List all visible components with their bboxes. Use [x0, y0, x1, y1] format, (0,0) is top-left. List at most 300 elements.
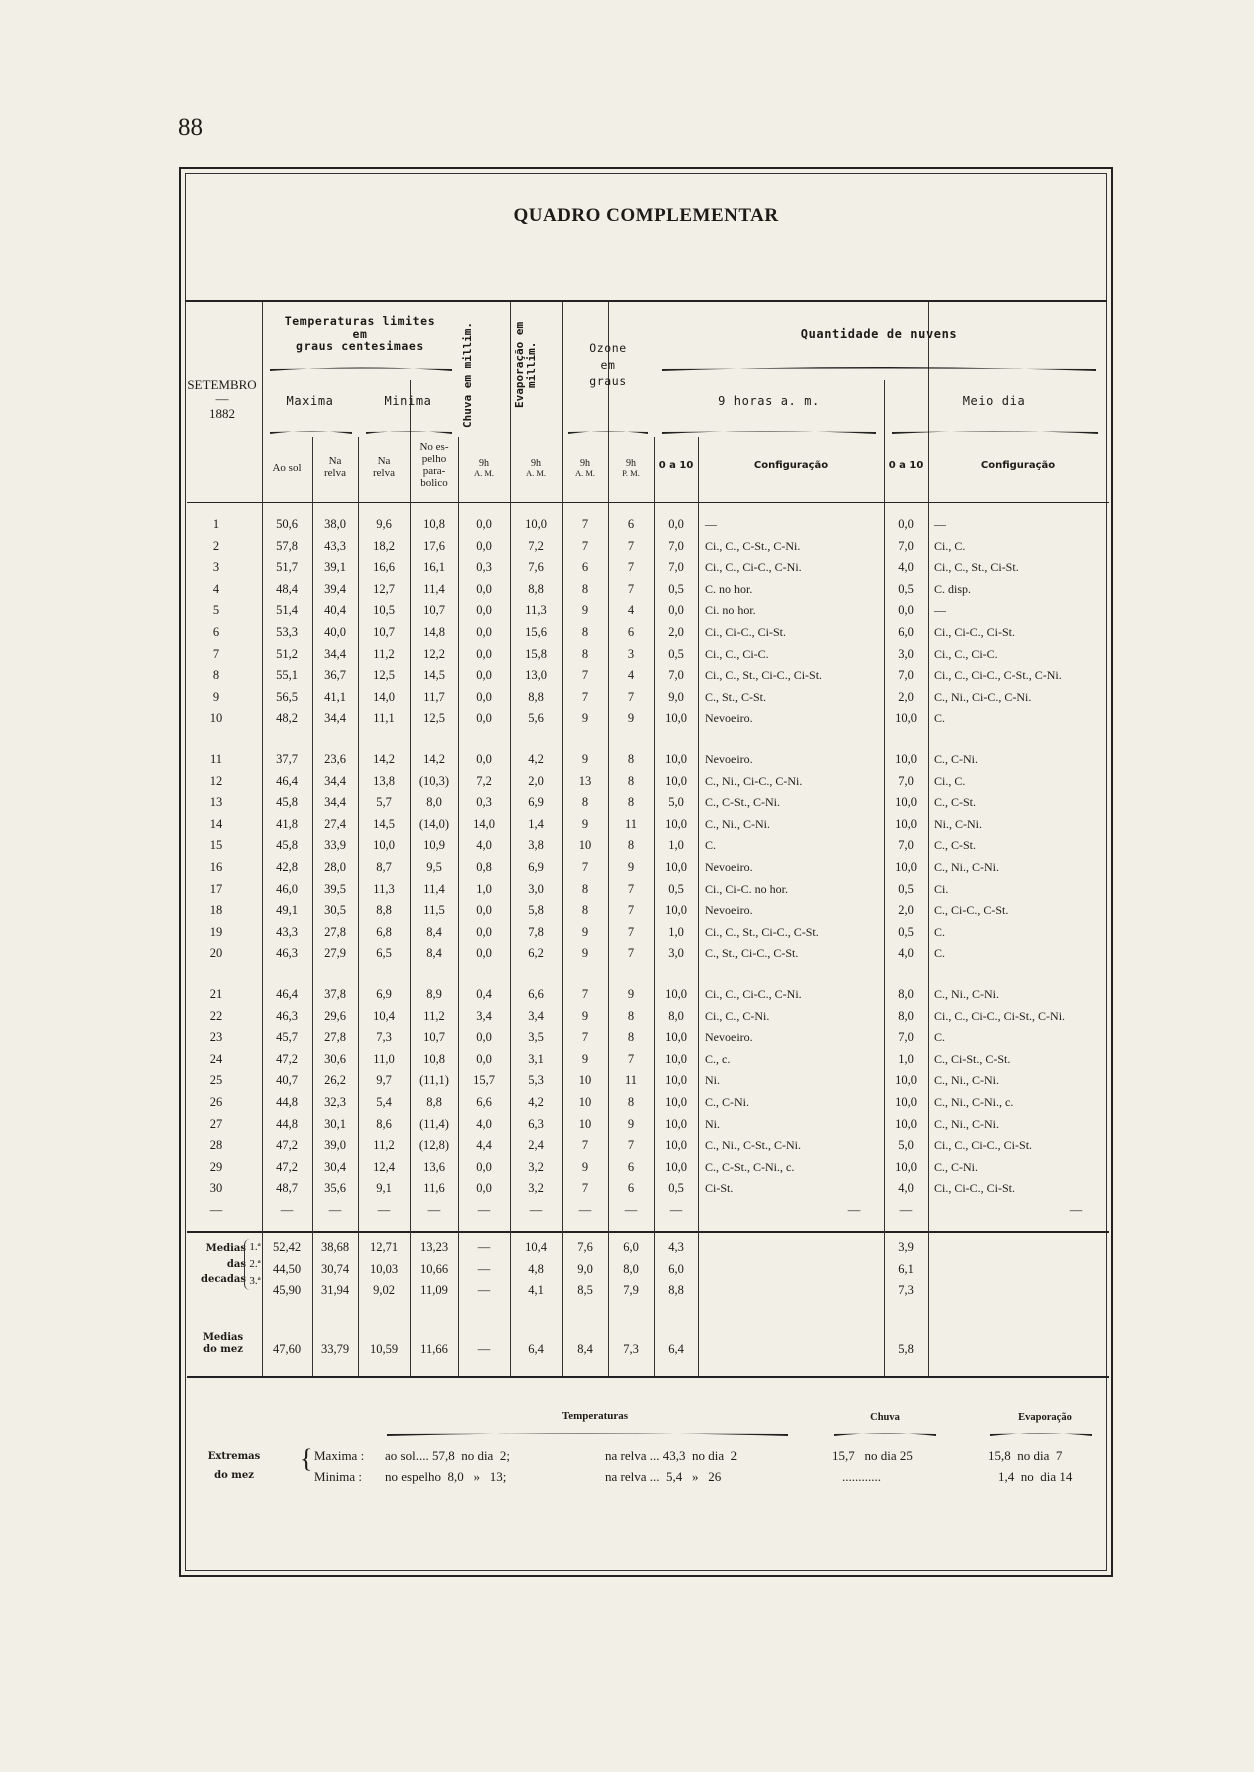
ao-sol-cell: 50,6 — [276, 517, 298, 531]
config-md-cell: C., C-Ni. — [934, 752, 979, 766]
relva-max-cell: 23,6 — [324, 752, 346, 766]
month-avg-espelho-cell: 11,66 — [420, 1342, 448, 1356]
extremes-label — [200, 1447, 268, 1485]
day-cell: 26 — [209, 1095, 223, 1109]
relva-max-cell: 30,4 — [324, 1159, 346, 1174]
dash-cell: — — [280, 1203, 294, 1217]
decade-avg-nuvens-am-cell: 8,8 — [668, 1283, 684, 1297]
decade-marks — [244, 1239, 265, 1290]
nuvens-am-cell: 10,0 — [665, 752, 687, 766]
ozone-pm-cell: 7 — [627, 881, 635, 896]
day-cell: 19 — [209, 924, 223, 939]
day-cell: 28 — [209, 1138, 223, 1153]
nuvens-md-cell: 10,0 — [895, 860, 917, 874]
relva-max-cell: 27,8 — [324, 1030, 346, 1045]
day-cell: 20 — [209, 946, 223, 961]
dash-cell: — — [209, 1203, 223, 1217]
decade-avg-ozone-pm-cell: 7,9 — [623, 1283, 639, 1297]
day-cell: 22 — [209, 1008, 223, 1023]
ozone-am-cell: 7 — [581, 1181, 589, 1196]
nuvens-am-cell: 7,0 — [668, 538, 684, 553]
espelho-cell: 8,9 — [426, 987, 442, 1001]
ozone-pm-cell: 8 — [627, 1008, 635, 1023]
relva-max-cell: 43,3 — [324, 538, 346, 553]
ao-sol-cell: 45,8 — [276, 795, 298, 810]
extremes-label-2: do mez — [214, 1470, 254, 1481]
nuvens-am-cell: 1,0 — [668, 838, 684, 853]
config-am-cell: C., c. — [705, 1051, 731, 1066]
dash-cell: — — [427, 1203, 441, 1217]
decade-avg-nuvens-am-cell: 4,3 — [668, 1240, 684, 1254]
temp-group-line-1: Temperaturas limites — [284, 314, 436, 328]
decade-avg-ozone-am-cell: 7,6 — [577, 1240, 593, 1254]
ozone-am-cell: 7 — [581, 689, 589, 704]
config-md-cell: C. — [934, 711, 946, 726]
evaporacao-cell: 11,3 — [525, 603, 547, 618]
decade-avg-ao-sol-cell: 52,42 — [272, 1240, 302, 1254]
espelho-cell: 10,7 — [423, 603, 445, 618]
nuvens-am-cell: 0,5 — [668, 1181, 684, 1196]
decade-avg-espelho-cell: 10,66 — [419, 1261, 449, 1276]
ozone-am-cell: 7 — [581, 668, 589, 683]
evaporacao-cell: 3,8 — [528, 838, 544, 853]
month-avg-chuva-cell: — — [477, 1342, 491, 1356]
ao-sol-cell: 40,7 — [276, 1073, 298, 1088]
ozone-am-cell: 10 — [578, 1116, 592, 1131]
header-bottom-rule — [187, 502, 1109, 503]
day-cell: 5 — [212, 603, 220, 618]
ozone-pm-cell: 7 — [627, 581, 635, 596]
espelho-cell: 10,8 — [423, 1051, 445, 1066]
ao-sol-cell: 48,4 — [276, 581, 298, 596]
page-number: 88 — [178, 114, 203, 141]
chuva-cell: 0,3 — [476, 795, 492, 810]
ao-sol-cell: 46,4 — [276, 773, 298, 788]
relva-max-cell: 39,1 — [324, 560, 346, 575]
day-cell: 11 — [209, 752, 223, 766]
relva-min-cell: 11,2 — [373, 646, 395, 661]
day-cell: 13 — [209, 795, 223, 810]
config-md-cell: C., C-St. — [934, 795, 977, 810]
day-cell: 27 — [209, 1116, 223, 1131]
espelho-l2: pelho — [421, 453, 447, 466]
month-avg-relva-max-cell: 33,79 — [320, 1342, 350, 1356]
chuva-cell: 0,0 — [476, 1051, 492, 1066]
day-cell: 16 — [209, 860, 223, 874]
ao-sol-cell: 42,8 — [276, 860, 298, 874]
temp-group-line-2: em — [352, 326, 368, 341]
evaporacao-cell: 4,2 — [528, 1095, 544, 1109]
ozone-pm-cell: 8 — [627, 795, 635, 810]
relva-min-cell: 6,8 — [376, 924, 392, 939]
relva-min-cell: 11,1 — [373, 711, 395, 726]
relva-max-cell: 34,4 — [324, 646, 346, 661]
ozone-pm-cell: 7 — [627, 1138, 635, 1153]
chuva-cell: 0,0 — [476, 711, 492, 726]
month-avg-ao-sol-cell: 47,60 — [272, 1342, 302, 1356]
ozone-am-cell: 7 — [581, 517, 589, 531]
relva-max-cell: 26,2 — [324, 1073, 346, 1088]
dash-cell: — — [377, 1203, 391, 1217]
relva-min-cell: 13,8 — [373, 773, 395, 788]
relva-max-cell: 36,7 — [324, 668, 346, 683]
evaporacao-cell: 2,4 — [528, 1138, 544, 1153]
decade-avg-ao-sol-cell: 44,50 — [272, 1261, 302, 1276]
relva-max-cell: 28,0 — [324, 860, 346, 874]
nuvens-md-cell: 10,0 — [895, 816, 917, 831]
decade-avg-relva-min-cell: 10,03 — [369, 1261, 399, 1276]
ozone-pm-cell: 8 — [627, 773, 635, 788]
nuvens-md-cell: 0,5 — [898, 924, 914, 939]
nuvens-am-cell: 2,0 — [668, 625, 684, 639]
relva-max-l2: relva — [324, 467, 346, 480]
espelho-cell: 10,8 — [423, 517, 445, 531]
evaporacao-cell: 6,2 — [528, 946, 544, 961]
ozone-pm-cell: 4 — [627, 668, 635, 683]
relva-min-cell: 11,0 — [373, 1051, 395, 1066]
espelho-cell: (10,3) — [418, 773, 450, 788]
config-md-cell: C. disp. — [934, 581, 972, 596]
day-cell: 10 — [209, 711, 223, 726]
month-avg-nuvens-am-cell: 6,4 — [668, 1342, 684, 1356]
relva-min-cell: 9,6 — [376, 517, 392, 531]
ao-sol-cell: 44,8 — [276, 1095, 298, 1109]
ozone-pm-cell: 7 — [627, 538, 635, 553]
ozone-pm-cell: 4 — [627, 603, 635, 618]
espelho-cell: (11,4) — [419, 1116, 449, 1131]
config-am-cell: C., C-Ni. — [705, 1095, 750, 1109]
extremes-evap-min: 1,4 no dia 14 — [998, 1469, 1073, 1484]
config-am-cell: Nevoeiro. — [705, 1030, 753, 1045]
month-dash: — — [215, 391, 229, 407]
nuvens-md-cell: 10,0 — [895, 1159, 917, 1174]
decade-avg-relva-min-cell: 9,02 — [373, 1283, 395, 1297]
ao-sol-cell: 53,3 — [276, 625, 298, 639]
day-cell: 3 — [212, 560, 220, 575]
espelho-cell: 12,5 — [423, 711, 445, 726]
espelho-l1: No es- — [419, 441, 449, 453]
ozone-am-hour — [562, 458, 608, 478]
nuvens-md-cell: 0,0 — [898, 603, 914, 618]
body-bottom-rule — [187, 1231, 1109, 1233]
ao-sol-cell: 46,3 — [276, 1008, 298, 1023]
temp-group-brace — [268, 365, 454, 373]
config-am-cell: Ci., C., St., Ci-C., C-St. — [705, 924, 819, 939]
nuvens-md-cell: 2,0 — [898, 689, 914, 704]
chuva-cell: 0,0 — [476, 517, 492, 531]
nuvens-am-cell: 7,0 — [668, 560, 684, 575]
nuvens-md-cell: 0,5 — [898, 881, 914, 896]
day-cell: 14 — [209, 816, 223, 831]
nuvens-md-cell: 7,0 — [898, 773, 914, 788]
decade-avg-ozone-am-cell: 8,5 — [577, 1283, 593, 1297]
relva-min-cell: 18,2 — [373, 538, 395, 553]
ao-sol-cell: 55,1 — [276, 668, 298, 683]
ozone-pm-cell: 8 — [627, 752, 635, 766]
ozone-am-cell: 9 — [581, 924, 589, 939]
config-am-cell: Ci., C., Ci-C. — [705, 646, 769, 661]
chuva-cell: 4,0 — [476, 838, 492, 853]
espelho-cell: (12,8) — [418, 1138, 450, 1153]
month-year: 1882 — [209, 405, 235, 421]
chuva-cell: 0,8 — [476, 860, 492, 874]
relva-min-cell: 9,7 — [376, 1073, 392, 1088]
config-md-cell: Ci., C. — [934, 773, 966, 788]
ozone-am-cell: 7 — [581, 538, 589, 553]
config-md-cell: Ci., C. — [934, 538, 966, 553]
ao-sol-cell: 46,0 — [276, 881, 298, 896]
relva-max-cell: 37,8 — [324, 987, 346, 1001]
ozone-pm-cell: 3 — [627, 646, 635, 661]
dash-cell: — — [624, 1203, 638, 1217]
table-title: QUADRO COMPLEMENTAR — [513, 205, 779, 226]
ozone-pm-cell: 9 — [627, 711, 635, 726]
relva-min-cell: 8,8 — [376, 903, 392, 918]
column-rule — [698, 437, 699, 1376]
dash-cell: — — [899, 1203, 913, 1217]
evaporacao-cell: 3,2 — [528, 1159, 544, 1174]
evaporacao-cell: 5,3 — [528, 1073, 544, 1088]
day-cell: 29 — [209, 1159, 223, 1174]
config-am-cell: Ci., C., Ci-C., C-Ni. — [705, 987, 802, 1001]
ozone-am-cell: 9 — [581, 1008, 589, 1023]
nuvens-md-cell: 7,0 — [898, 838, 914, 853]
evaporacao-cell: 2,0 — [528, 773, 544, 788]
chuva-cell: 0,0 — [476, 1159, 492, 1174]
ao-sol-cell: 47,2 — [276, 1138, 298, 1153]
day-cell: 12 — [209, 773, 223, 788]
espelho-cell: 8,4 — [426, 924, 442, 939]
espelho-cell: 11,4 — [423, 881, 445, 896]
ozone-pm-cell: 8 — [627, 1030, 635, 1045]
day-cell: 21 — [209, 987, 223, 1001]
evaporacao-cell: 6,9 — [528, 860, 544, 874]
extremes-chuva-max: 15,7 no dia 25 — [832, 1448, 913, 1463]
ozone-pm-cell: 6 — [627, 517, 635, 531]
relva-max-cell: 32,3 — [324, 1095, 346, 1109]
nuvens-md-cell: 0,5 — [898, 581, 914, 596]
day-cell: 17 — [209, 881, 223, 896]
relva-max-cell: 39,4 — [324, 581, 346, 596]
decade-avg-chuva-cell: — — [477, 1240, 491, 1254]
evaporacao-cell: 10,0 — [525, 517, 547, 531]
config-md-cell: — — [934, 517, 946, 531]
nuvens-md-cell: 3,0 — [898, 646, 914, 661]
relva-max-cell: 34,4 — [324, 773, 346, 788]
relva-max-cell: 30,5 — [324, 903, 346, 918]
nuvens-am-cell: 0,0 — [668, 517, 684, 531]
month-header — [182, 378, 262, 421]
config-am-cell: Ni. — [705, 1116, 720, 1131]
day-cell: 15 — [209, 838, 223, 853]
espelho-cell: 14,8 — [423, 625, 445, 639]
config-am-cell: C., C-St., C-Ni. — [705, 795, 781, 810]
day-cell: 7 — [212, 646, 220, 661]
ozone-pm-cell: 7 — [627, 560, 635, 575]
day-cell: 6 — [212, 625, 220, 639]
dash-cell: — — [477, 1203, 491, 1217]
nuvens-am-cell: 7,0 — [668, 668, 684, 683]
ao-sol-cell: 57,8 — [276, 538, 298, 553]
ozone-line-2: em — [600, 357, 616, 372]
ozone-pm-cell: 8 — [627, 838, 635, 853]
espelho-cell: 11,6 — [423, 1181, 445, 1196]
ozone-pm-cell: 7 — [627, 689, 635, 704]
ozone-pm-cell: 7 — [627, 946, 635, 961]
relva-min-l1: Na — [377, 455, 391, 467]
extremes-maxima-label: Maxima : — [314, 1448, 365, 1463]
relva-min-cell: 10,4 — [373, 1008, 395, 1023]
relva-min-cell: 6,9 — [376, 987, 392, 1001]
ozone-pm-cell: 9 — [627, 860, 635, 874]
nuvens-md-cell: 10,0 — [895, 752, 917, 766]
decade-avg-nuvens-md-cell: 7,3 — [898, 1283, 914, 1297]
relva-min-cell: 10,7 — [373, 625, 395, 639]
ozone-pm-cell: 9 — [627, 1116, 635, 1131]
config-md-cell: Ci., C., Ci-C., Ci-St., C-Ni. — [934, 1008, 1066, 1023]
relva-max-cell: 34,4 — [324, 795, 346, 810]
ozone-am-cell: 6 — [581, 560, 589, 575]
decade-avg-relva-min-cell: 12,71 — [369, 1240, 399, 1254]
config-am-cell: Ni. — [705, 1073, 720, 1088]
dash-cell: — — [529, 1203, 543, 1217]
day-cell: 8 — [212, 668, 220, 683]
nuvens-am-cell: 0,0 — [668, 603, 684, 618]
config-am-cell: C., St., C-St. — [705, 689, 767, 704]
chuva-cell: 0,0 — [476, 924, 492, 939]
espelho-cell: 11,2 — [423, 1008, 445, 1023]
month-average-l2: do mez — [203, 1343, 243, 1355]
ozone-pm-cell: 7 — [627, 903, 635, 918]
decade-label-1: Medias — [205, 1243, 246, 1254]
ozone-pm-cell: 6 — [627, 1181, 635, 1196]
ao-sol-cell: 43,3 — [276, 924, 298, 939]
maxima-brace — [268, 428, 354, 436]
chuva-cell: 0,4 — [476, 987, 492, 1001]
relva-min-cell: 5,7 — [376, 795, 392, 810]
evaporacao-cell: 7,6 — [528, 560, 544, 575]
ao-sol-cell: 47,2 — [276, 1159, 298, 1174]
decade-label — [186, 1241, 246, 1288]
ozone-pm-cell: 7 — [627, 1051, 635, 1066]
ao-sol-cell: 49,1 — [276, 903, 298, 918]
config-am-cell: C., Ni., Ci-C., C-Ni. — [705, 773, 803, 788]
evap-hour-l1: 9h — [531, 458, 541, 469]
espelho-cell: 12,2 — [423, 646, 445, 661]
ozone-am-cell: 8 — [581, 903, 589, 918]
evaporacao-cell: 5,6 — [528, 711, 544, 726]
temp-group-header — [262, 315, 458, 353]
relva-max-cell: 39,5 — [324, 881, 346, 896]
decade-avg-ao-sol-cell: 45,90 — [272, 1283, 302, 1297]
nove-am-brace — [660, 428, 878, 436]
evaporacao-cell: 8,8 — [528, 689, 544, 704]
espelho-cell: 11,5 — [423, 903, 445, 918]
relva-max-cell: 40,4 — [324, 603, 346, 618]
nuvens-md-cell: 10,0 — [895, 795, 917, 810]
chuva-cell: 0,0 — [476, 689, 492, 704]
nuvens-md-cell: 6,0 — [898, 625, 914, 639]
decade-avg-ozone-pm-cell: 6,0 — [623, 1240, 639, 1254]
relva-max-l1: Na — [328, 455, 342, 467]
config-am-cell: Ci. no hor. — [705, 603, 756, 618]
relva-min-cell: 14,5 — [373, 816, 395, 831]
decade-avg-evaporacao-cell: 10,4 — [525, 1240, 547, 1254]
relva-max-cell: 33,9 — [324, 838, 346, 853]
nuvens-am-cell: 10,0 — [665, 1138, 687, 1153]
ao-sol-cell: 56,5 — [276, 689, 298, 704]
relva-min-cell: 8,6 — [376, 1116, 392, 1131]
config-md-header: Configuração — [980, 460, 1056, 471]
ozone-am-cell: 8 — [581, 881, 589, 896]
nuvens-md-cell: 4,0 — [898, 1181, 914, 1196]
extremes-evap-title: Evaporação — [1018, 1412, 1072, 1423]
nuvens-am-cell: 8,0 — [668, 1008, 684, 1023]
chuva-cell: 7,2 — [476, 773, 492, 788]
chuva-cell: 0,0 — [476, 538, 492, 553]
nuvens-am-cell: 10,0 — [665, 860, 687, 874]
config-am-cell: Nevoeiro. — [705, 711, 753, 726]
espelho-cell: 8,0 — [426, 795, 442, 810]
espelho-cell: 16,1 — [423, 560, 445, 575]
relva-max-cell: 27,4 — [324, 816, 346, 831]
extremes-chuva-min: ............ — [842, 1469, 881, 1484]
evaporacao-header: Evaporação em millim. — [513, 321, 539, 409]
nuvens-am-cell: 10,0 — [665, 1073, 687, 1088]
relva-min-cell: 8,7 — [376, 860, 392, 874]
evap-hour-l2: A. M. — [525, 468, 547, 478]
month-avg-ozone-am-cell: 8,4 — [577, 1342, 593, 1356]
config-am-cell: Ci., Ci-C. no hor. — [705, 881, 789, 896]
evaporacao-cell: 6,3 — [528, 1116, 544, 1131]
ao-sol-cell: 37,7 — [276, 752, 298, 766]
decade-avg-chuva-cell: — — [477, 1261, 491, 1276]
extremes-min-relva: na relva ... 5,4 » 26 — [605, 1469, 722, 1484]
chuva-hour-l2: A. M. — [473, 468, 495, 478]
ao-sol-cell: 51,4 — [276, 603, 298, 618]
chuva-cell: 0,0 — [476, 603, 492, 618]
evap-hour — [510, 458, 562, 478]
espelho-l3: para- — [422, 465, 446, 478]
maxima-header: Maxima — [286, 394, 334, 408]
ozone-am-cell: 8 — [581, 795, 589, 810]
ozone-pm-cell: 11 — [624, 816, 638, 831]
nuvens-md-cell: 0,0 — [898, 517, 914, 531]
extremes-min-espelho: no espelho 8,0 » 13; — [385, 1469, 507, 1484]
decade-avg-ozone-pm-cell: 8,0 — [623, 1261, 639, 1276]
config-md-cell: C., Ni., C-Ni. — [934, 1073, 1000, 1088]
relva-min-cell: 16,6 — [373, 560, 395, 575]
evaporacao-cell: 6,6 — [528, 987, 544, 1001]
config-am-cell: Nevoeiro. — [705, 860, 753, 874]
scale-am-header: 0 a 10 — [658, 460, 694, 471]
config-am-cell: C. no hor. — [705, 581, 753, 596]
espelho-l4: bolico — [420, 477, 448, 490]
chuva-cell: 3,4 — [476, 1008, 492, 1023]
extremes-minima-label: Minima : — [314, 1469, 363, 1484]
day-cell: 30 — [209, 1181, 223, 1196]
evaporacao-cell: 15,8 — [525, 646, 547, 661]
decade-avg-relva-max-cell: 30,74 — [320, 1261, 350, 1276]
nuvens-md-cell: 2,0 — [898, 903, 914, 918]
nuvens-am-cell: 10,0 — [665, 1159, 687, 1174]
ozone-pm-l1: 9h — [626, 458, 636, 469]
ozone-am-cell: 9 — [581, 946, 589, 961]
config-am-cell: Nevoeiro. — [705, 903, 753, 918]
month-name: SETEMBRO — [187, 377, 257, 392]
nuvens-am-cell: 9,0 — [668, 689, 684, 704]
nuvens-md-cell: 7,0 — [898, 538, 914, 553]
